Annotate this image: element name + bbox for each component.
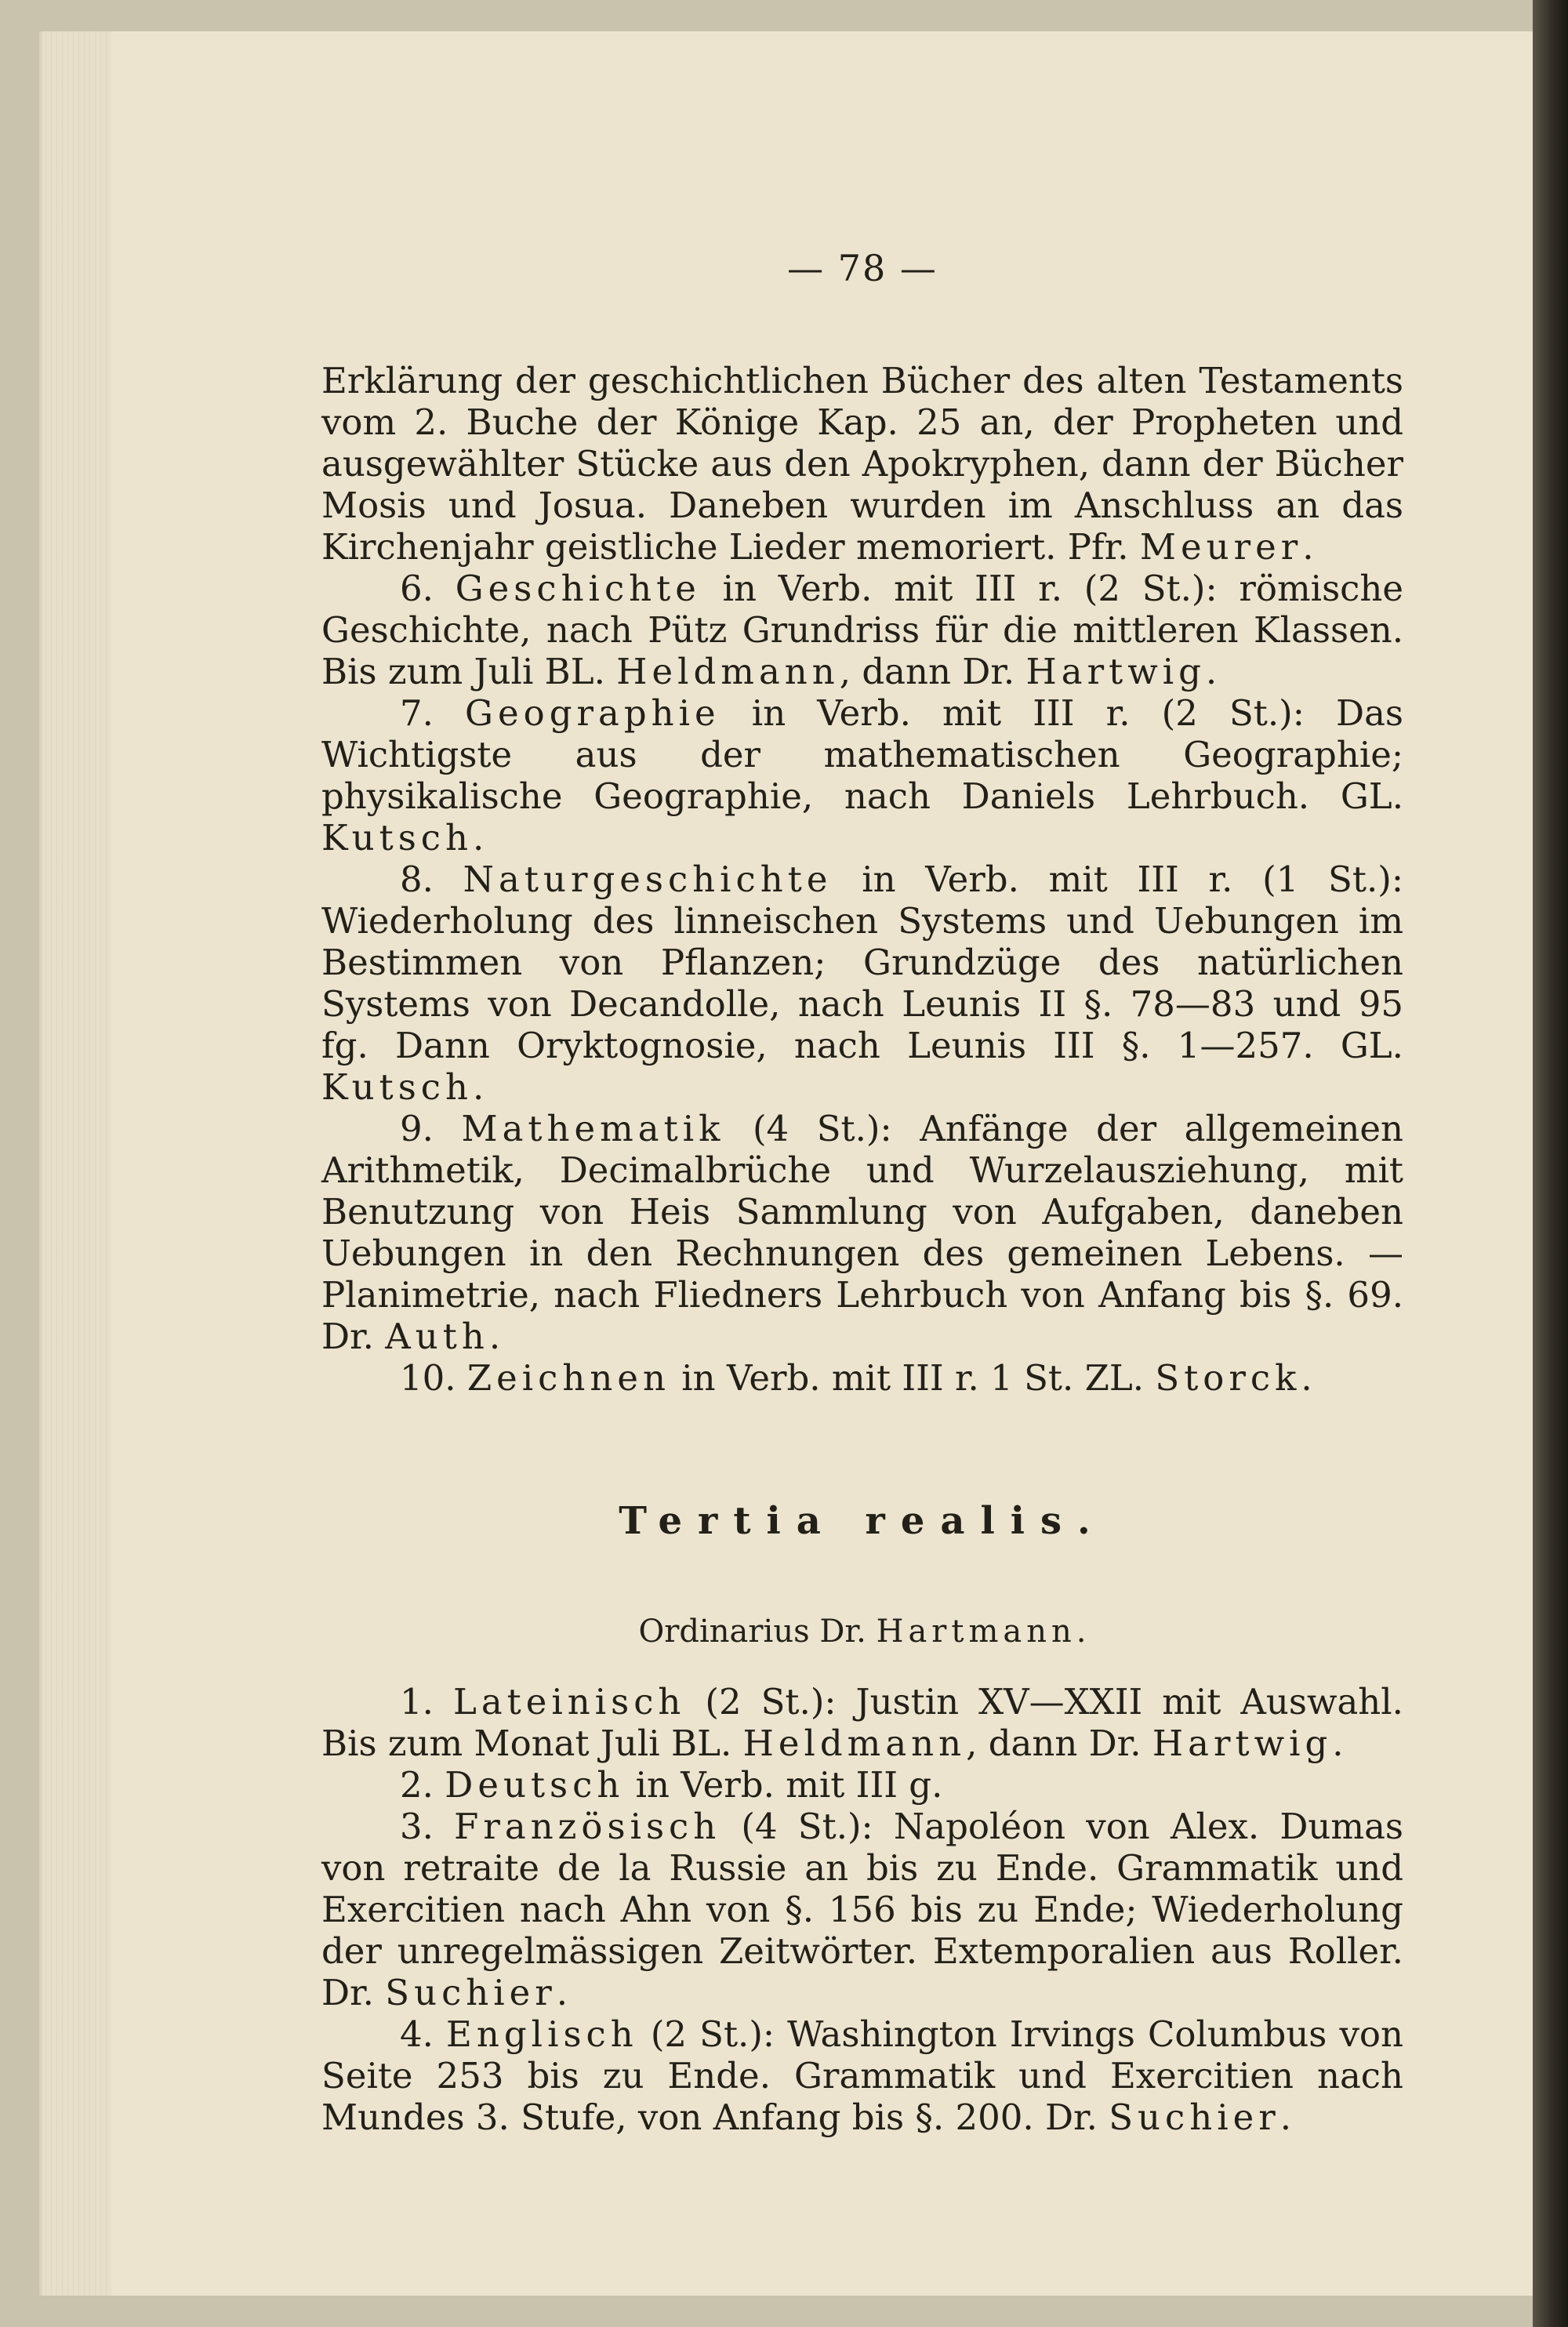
teacher-name: Heldmann — [616, 651, 840, 692]
teacher-name: Suchier — [1109, 2096, 1280, 2138]
item-number: 9. — [400, 1108, 434, 1149]
paragraph-text: (2 St.): Washington Irvings Columbus von Seite 253 bis zu Ende. Grammatik und Exercitien nach Mundes 3. Stufe, von Anfang bis §. 200. Dr. — [321, 2013, 1403, 2138]
item-number: 6. — [400, 568, 434, 609]
subject-name: Lateinisch — [452, 1681, 686, 1723]
subject-name: Naturgeschichte — [463, 859, 833, 900]
paragraph-geographie: 7. Geographie in Verb. mit III r. (2 St.): Das Wichtigste aus der mathematischen Geographie; physikalische Geographie, nach Daniels Lehrbuch. GL. Kutsch. — [321, 692, 1403, 859]
paragraph-englisch: 4. Englisch (2 St.): Washington Irvings Columbus von Seite 253 bis zu Ende. Grammatik und Exercitien nach Mundes 3. Stufe, von Anfang bis §. 200. Dr. Suchier. — [321, 2013, 1403, 2138]
subject-name: Französisch — [454, 1806, 721, 1847]
item-number: 2. — [400, 1764, 434, 1806]
teacher-name-2: Hartwig — [1025, 651, 1206, 692]
item-number: 8. — [400, 859, 434, 900]
teacher-name: Meurer — [1139, 526, 1303, 568]
paragraph-mathematik: 9. Mathematik (4 St.): Anfänge der allgemeinen Arithmetik, Decimalbrüche und Wurzelausziehung, mit Benutzung von Heis Sammlung von Aufgaben, daneben Uebungen in den Rechnungen des gemeinen Lebens. — Planimetrie, nach Fliedners Lehrbuch von Anfang bis §. 69. Dr. Auth. — [321, 1108, 1403, 1357]
subject-name: Englisch — [446, 2013, 638, 2055]
page-number: — 78 — — [787, 247, 938, 289]
section-heading: Tertia realis. — [619, 1499, 1106, 1543]
book-gutter — [1533, 0, 1568, 2327]
paragraph-text: in Verb. mit III r. 1 St. ZL. — [681, 1357, 1145, 1399]
subject-name: Zeichnen — [466, 1357, 670, 1399]
subject-name: Geschichte — [455, 568, 701, 609]
page-content — [321, 247, 1403, 2138]
ordinarius-label: Ordinarius Dr. — [638, 1614, 866, 1650]
paragraph-text: (2 St.): Justin XV—XXII mit Auswahl. Bis zum Monat Juli BL. — [321, 1681, 1403, 1764]
paragraph-zeichnen: 10. Zeichnen in Verb. mit III r. 1 St. ZL. Storck. — [400, 1357, 1312, 1399]
teacher-name: Kutsch — [321, 817, 473, 859]
teacher-name: Auth — [385, 1316, 489, 1357]
paragraph-text: in Verb. mit III r. (2 St.): römische Geschichte, nach Pütz Grundriss für die mittleren Klassen. Bis zum Juli BL. — [321, 568, 1403, 692]
teacher-name-2: Hartwig — [1152, 1723, 1333, 1764]
item-number: 7. — [400, 692, 434, 734]
item-number: 10. — [400, 1357, 456, 1399]
paragraph-lateinisch: 1. Lateinisch (2 St.): Justin XV—XXII mit Auswahl. Bis zum Monat Juli BL. Heldmann, dann Dr. Hartwig. — [321, 1681, 1403, 1764]
ordinarius-name: Hartmann — [876, 1614, 1076, 1650]
item-number: 1. — [400, 1681, 434, 1723]
subject-name: Geographie — [465, 692, 720, 734]
paragraph-text: Erklärung der geschichtlichen Bücher des alten Testaments vom 2. Buche der Könige Kap. 25 an, der Propheten und ausgewählter Stücke aus den Apokryphen, dann der Bücher Mosis und Josua. Daneben wurden im Anschluss an das Kirchenjahr geistliche Lieder memoriert. Pfr. — [321, 360, 1403, 568]
page-edges — [41, 31, 111, 2296]
paragraph-franzoesisch: 3. Französisch (4 St.): Napoléon von Alex. Dumas von retraite de la Russie an bis zu Ende. Grammatik und Exercitien nach Ahn von §. 156 bis zu Ende; Wiederholung der unregelmässigen Zeitwörter. Extemporalien aus Roller. Dr. Suchier. — [321, 1806, 1403, 2013]
ordinarius-line: Ordinarius Dr. Hartmann. — [638, 1614, 1087, 1650]
teacher-name: Storck — [1155, 1357, 1301, 1399]
paragraph-naturgeschichte: 8. Naturgeschichte in Verb. mit III r. (1 St.): Wiederholung des linneischen Systems und Uebungen im Bestimmen von Pflanzen; Grundzüge des natürlichen Systems von Decandolle, nach Leunis II §. 78—83 und 95 fg. Dann Oryktognosie, nach Leunis III §. 1—257. GL. Kutsch. — [321, 859, 1403, 1108]
item-number: 4. — [400, 2013, 434, 2055]
paragraph-deutsch — [321, 1764, 1403, 1806]
paragraph-geschichte: 6. Geschichte in Verb. mit III r. (2 St.): römische Geschichte, nach Pütz Grundriss für die mittleren Klassen. Bis zum Juli BL. Heldmann, dann Dr. Hartwig. — [321, 568, 1403, 692]
paragraph-text: in Verb. mit III r. (1 St.): Wiederholung des linneischen Systems und Uebungen im Bestimmen von Pflanzen; Grundzüge des natürlichen Systems von Decandolle, nach Leunis II §. 78—83 und 95 fg. Dann Oryktognosie, nach Leunis III §. 1—257. GL. — [321, 859, 1403, 1066]
paragraph-text: (4 St.): Napoléon von Alex. Dumas von retraite de la Russie an bis zu Ende. Grammatik und Exercitien nach Ahn von §. 156 bis zu Ende; Wiederholung der unregelmässigen Zeitwörter. Extemporalien aus Roller. Dr. — [321, 1806, 1403, 2013]
teacher-name: Suchier — [385, 1972, 557, 2013]
subject-name: Mathematik — [461, 1108, 725, 1149]
subject-name: Deutsch — [445, 1764, 625, 1806]
item-number: 3. — [400, 1806, 434, 1847]
paragraph-text: (4 St.): Anfänge der allgemeinen Arithmetik, Decimalbrüche und Wurzelausziehung, mit Benutzung von Heis Sammlung von Aufgaben, daneben Uebungen in den Rechnungen des gemeinen Lebens. — Planimetrie, nach Fliedners Lehrbuch von Anfang bis §. 69. Dr. — [321, 1108, 1403, 1357]
teacher-name: Kutsch — [321, 1066, 473, 1108]
paragraph-text: in Verb. mit III r. (2 St.): Das Wichtigste aus der mathematischen Geographie; physikalische Geographie, nach Daniels Lehrbuch. GL. — [321, 692, 1403, 817]
paragraph-text: in Verb. mit III g. — [635, 1764, 943, 1806]
paragraph-religion-continued: Erklärung der geschichtlichen Bücher des alten Testaments vom 2. Buche der Könige Kap. 25 an, der Propheten und ausgewählter Stücke aus den Apokryphen, dann der Bücher Mosis und Josua. Daneben wurden im Anschluss an das Kirchenjahr geistliche Lieder memoriert. Pfr. Meurer. — [321, 360, 1403, 568]
teacher-name: Heldmann — [742, 1723, 967, 1764]
